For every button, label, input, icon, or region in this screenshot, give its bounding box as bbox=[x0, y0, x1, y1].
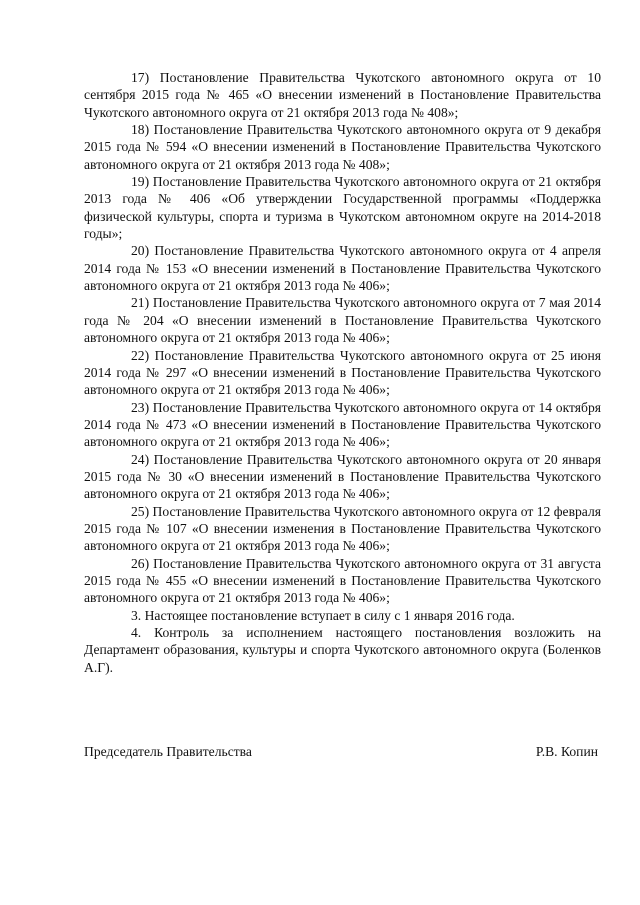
clause-3: 3. Настоящее постановление вступает в силу с 1 января 2016 года. bbox=[131, 607, 515, 623]
list-item-26: 26) Постановление Правительства Чукотского автономного округа от 31 августа 2015 года № 455 «О внесении изменений в Постановление Правительства Чукотского автономного округа от 21 октября 2013 года № 406»; bbox=[84, 555, 601, 606]
list-item-23: 23) Постановление Правительства Чукотского автономного округа от 14 октября 2014 года № 473 «О внесении изменений в Постановление Правительства Чукотского автономного округа от 21 октября 2013 года № 406»; bbox=[84, 399, 601, 450]
clause-4: 4. Контроль за исполнением настоящего постановления возложить на Департамент образования, культуры и спорта Чукотского автономного округа (Боленков А.Г). bbox=[84, 625, 601, 675]
list-item-17: 17) Постановление Правительства Чукотского автономного округа от 10 сентября 2015 года № 465 «О внесении изменений в Постановление Правительства Чукотского автономного округа от 21 октября 2013 года № 408»; bbox=[84, 70, 601, 120]
document-body bbox=[84, 69, 601, 676]
list-item-25: 25) Постановление Правительства Чукотского автономного округа от 12 февраля 2015 года № 107 «О внесении изменения в Постановление Правительства Чукотского автономного округа от 21 октября 2013 года № 406»; bbox=[84, 503, 601, 554]
list-item-22: 22) Постановление Правительства Чукотского автономного округа от 25 июня 2014 года № 297 «О внесении изменений в Постановление Правительства Чукотского автономного округа от 21 октября 2013 года № 406»; bbox=[84, 347, 601, 398]
signatory-position: Председатель Правительства bbox=[84, 744, 252, 759]
list-item-24: 24) Постановление Правительства Чукотского автономного округа от 20 января 2015 года № 30 «О внесении изменений в Постановление Правительства Чукотского автономного округа от 21 октября 2013 года № 406»; bbox=[84, 451, 601, 502]
signatory-name: Р.В. Копин bbox=[535, 744, 598, 759]
list-item-20: 20) Постановление Правительства Чукотского автономного округа от 4 апреля 2014 года № 153 «О внесении изменений в Постановление Правительства Чукотского автономного округа от 21 октября 2013 года № 406»; bbox=[84, 243, 601, 294]
signature-block bbox=[84, 743, 598, 760]
list-item-21: 21) Постановление Правительства Чукотского автономного округа от 7 мая 2014 года № 204 «О внесении изменений в Постановление Правительства Чукотского автономного округа от 21 октября 2013 года № 406»; bbox=[84, 295, 601, 346]
list-item-18: 18) Постановление Правительства Чукотского автономного округа от 9 декабря 2015 года № 594 «О внесении изменений в Постановление Правительства Чукотского автономного округа от 21 октября 2013 года № 408»; bbox=[84, 122, 601, 172]
list-item-19: 19) Постановление Правительства Чукотского автономного округа от 21 октября 2013 года № 406 «Об утверждении Государственной программы «Поддержка физической культуры, спорта и туризма в Чукотском автономном округе на 2014-2018 годы»; bbox=[84, 174, 601, 242]
